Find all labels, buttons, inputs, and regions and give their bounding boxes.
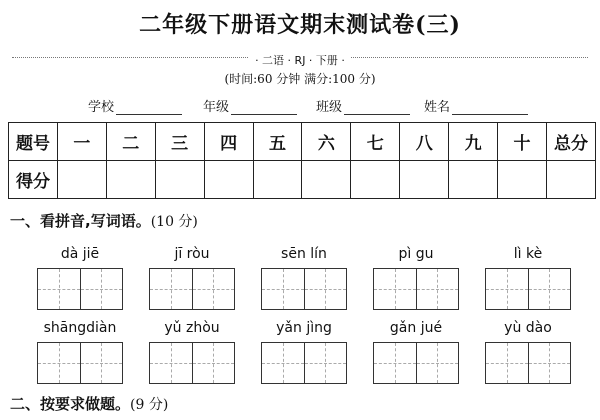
tianzi-cell[interactable] [374, 343, 416, 383]
header-cell: 题号 [9, 123, 58, 161]
header-cell: 三 [155, 123, 204, 161]
section-2-heading [10, 393, 168, 414]
writing-grid[interactable] [485, 342, 571, 384]
score-cell[interactable] [155, 161, 204, 199]
word-item [149, 320, 235, 384]
header-cell: 六 [302, 123, 351, 161]
score-cell[interactable] [253, 161, 302, 199]
pinyin-label: yù dào [504, 320, 552, 336]
word-item [149, 246, 235, 310]
tianzi-cell[interactable] [304, 269, 347, 309]
class-blank[interactable] [344, 100, 410, 115]
score-cell[interactable] [204, 161, 253, 199]
header-cell: 总分 [546, 123, 595, 161]
subtitle-line [0, 49, 600, 68]
tianzi-cell[interactable] [80, 269, 123, 309]
header-cell: 九 [449, 123, 498, 161]
writing-grid[interactable] [261, 342, 347, 384]
name-label: 姓名 [424, 100, 451, 115]
pinyin-label: yǔ zhòu [164, 320, 220, 336]
score-cell[interactable] [57, 161, 106, 199]
tianzi-cell[interactable] [416, 269, 459, 309]
tianzi-cell[interactable] [304, 343, 347, 383]
header-cell: 二 [106, 123, 155, 161]
section-1-heading [10, 210, 198, 231]
word-item [373, 320, 459, 384]
pinyin-label: sēn lín [281, 246, 327, 262]
score-cell[interactable] [546, 161, 595, 199]
word-item [485, 320, 571, 384]
school-blank[interactable] [116, 100, 182, 115]
tianzi-cell[interactable] [192, 343, 235, 383]
tianzi-cell[interactable] [192, 269, 235, 309]
tianzi-cell[interactable] [150, 343, 192, 383]
header-cell: 七 [351, 123, 400, 161]
writing-grid[interactable] [485, 268, 571, 310]
pinyin-label: dà jiē [60, 246, 100, 262]
score-cell[interactable] [498, 161, 547, 199]
header-cell: 十 [498, 123, 547, 161]
header-cell: 四 [204, 123, 253, 161]
tianzi-cell[interactable] [80, 343, 123, 383]
tianzi-cell[interactable] [262, 343, 304, 383]
section-2-title: 二、按要求做题。 [10, 395, 131, 413]
tianzi-cell[interactable] [416, 343, 459, 383]
grade-label: 年级 [203, 100, 230, 115]
grade-field [203, 96, 297, 115]
score-cell[interactable] [400, 161, 449, 199]
header-cell: 五 [253, 123, 302, 161]
score-header-row [9, 123, 596, 161]
score-table [8, 122, 596, 199]
header-cell: 八 [400, 123, 449, 161]
section-1-points: (10 分) [150, 214, 198, 230]
pinyin-label: yǎn jìng [276, 320, 332, 336]
writing-grid[interactable] [37, 342, 123, 384]
pinyin-label: shāngdiàn [43, 320, 117, 336]
writing-grid[interactable] [261, 268, 347, 310]
score-row-label: 得分 [9, 161, 58, 199]
tianzi-cell[interactable] [262, 269, 304, 309]
section-2-points: (9 分) [130, 397, 169, 413]
writing-grid[interactable] [373, 268, 459, 310]
subtitle: · 二语 · RJ · 下册 · [249, 54, 351, 67]
tianzi-cell[interactable] [486, 269, 528, 309]
pinyin-label: pì gu [398, 246, 434, 262]
grade-blank[interactable] [231, 100, 297, 115]
tianzi-cell[interactable] [374, 269, 416, 309]
word-item [261, 320, 347, 384]
word-item [37, 246, 123, 310]
tianzi-cell[interactable] [528, 269, 571, 309]
class-field [316, 96, 410, 115]
tianzi-cell[interactable] [486, 343, 528, 383]
time-info: (时间:60 分钟 满分:100 分) [224, 72, 376, 86]
pinyin-label: gǎn jué [389, 320, 443, 336]
writing-grid[interactable] [149, 268, 235, 310]
word-item [261, 246, 347, 310]
tianzi-cell[interactable] [38, 343, 80, 383]
name-field [424, 96, 528, 115]
score-cell[interactable] [106, 161, 155, 199]
tianzi-cell[interactable] [528, 343, 571, 383]
name-blank[interactable] [452, 100, 528, 115]
pinyin-label: jī ròu [174, 246, 210, 262]
score-row [9, 161, 596, 199]
word-item [373, 246, 459, 310]
score-cell[interactable] [449, 161, 498, 199]
class-label: 班级 [316, 100, 343, 115]
tianzi-cell[interactable] [150, 269, 192, 309]
school-field [88, 96, 182, 115]
header-cell: 一 [57, 123, 106, 161]
page-title: 二年级下册语文期末测试卷(三) [139, 12, 461, 38]
section-1-title: 一、看拼音,写词语。 [10, 212, 151, 230]
word-item [37, 320, 123, 384]
writing-grid[interactable] [373, 342, 459, 384]
pinyin-label: lì kè [513, 246, 543, 262]
tianzi-cell[interactable] [38, 269, 80, 309]
score-cell[interactable] [351, 161, 400, 199]
word-item [485, 246, 571, 310]
writing-grid[interactable] [37, 268, 123, 310]
writing-grid[interactable] [149, 342, 235, 384]
school-label: 学校 [88, 100, 115, 115]
score-cell[interactable] [302, 161, 351, 199]
